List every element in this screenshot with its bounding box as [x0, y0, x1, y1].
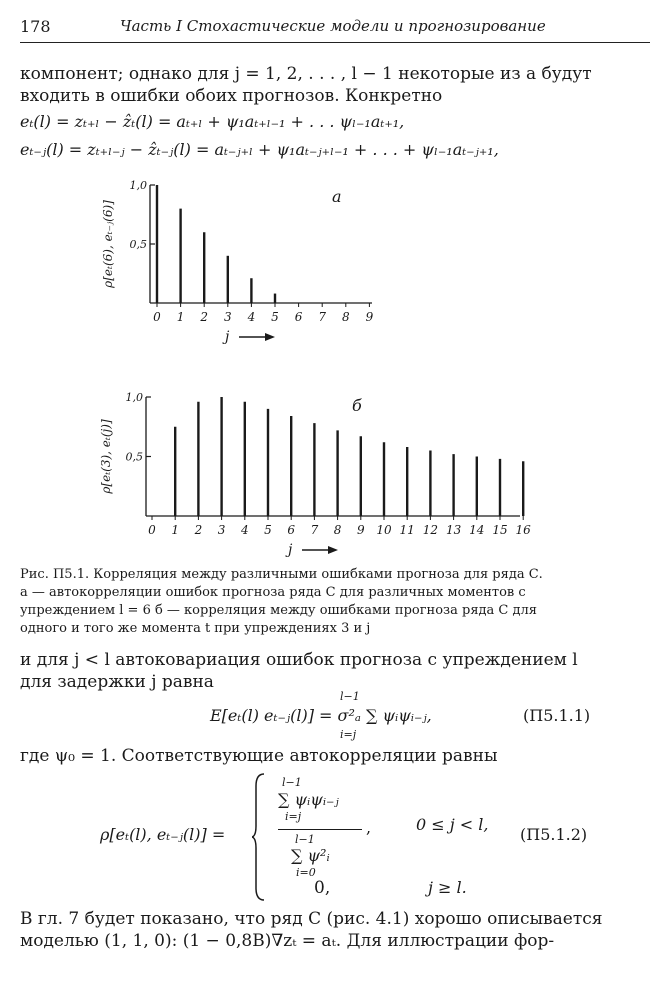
- eq4-lhs: ρ[eₜ(l), eₜ₋ⱼ(l)] =: [100, 825, 226, 844]
- caption-line: одного и того же момента t при упреждениях 3 и j: [20, 621, 371, 636]
- x-tick-label: 12: [422, 523, 439, 537]
- y-axis-label: ρ[eₜ(3), eₜ(j)]: [99, 419, 113, 494]
- x-tick-label: 6: [287, 523, 296, 537]
- num-sum-lower: i=j: [285, 810, 302, 823]
- body-line: моделью (1, 1, 0): (1 − 0,8B)∇zₜ = aₜ. Для иллюстрации фор-: [20, 931, 555, 951]
- x-tick-label: 4: [247, 310, 256, 324]
- x-tick-label: 0: [153, 310, 161, 324]
- equation-2: eₜ₋ⱼ(l) = zₜ₊ₗ₋ⱼ − ẑₜ₋ⱼ(l) = aₜ₋ⱼ₊ₗ + ψ₁aₜ₋ⱼ₊ₗ₋₁ + . . . + ψₗ₋₁aₜ₋ⱼ₊₁,: [20, 140, 499, 159]
- caption-line: а — автокорреляции ошибок прогноза ряда С для различных моментов с: [20, 585, 526, 600]
- y-axis-label: ρ[eₜ(6), eₜ₋ⱼ(6)]: [101, 200, 115, 288]
- left-brace: [252, 772, 266, 902]
- x-tick-label: 8: [341, 310, 350, 324]
- x-tick-label: 8: [333, 523, 342, 537]
- sum-lower: i=j: [340, 728, 357, 741]
- equation-number: (П5.1.1): [523, 706, 591, 725]
- x-tick-label: 1: [176, 310, 185, 324]
- sum-upper: l−1: [340, 690, 360, 703]
- equation-number: (П5.1.2): [520, 825, 588, 844]
- body-line: В гл. 7 будет показано, что ряд С (рис. 4.1) хорошо описывается: [20, 909, 603, 929]
- panel-label: а: [332, 187, 342, 206]
- x-tick-label: 3: [217, 523, 226, 537]
- x-tick-label: 16: [515, 523, 531, 537]
- body-line: компонент; однако для j = 1, 2, . . . , l − 1 некоторые из a будут: [20, 64, 592, 84]
- x-tick-label: 2: [194, 523, 203, 537]
- x-tick-label: 5: [264, 523, 272, 537]
- caption-line: Рис. П5.1. Корреляция между различными ошибками прогноза для ряда С.: [20, 567, 543, 582]
- body-line: входить в ошибки обоих прогнозов. Конкретно: [20, 86, 443, 106]
- x-tick-label: 6: [294, 310, 303, 324]
- x-tick-label: 14: [469, 523, 485, 537]
- y-tick-label: 1,0: [129, 179, 147, 192]
- chart-b: [0, 385, 667, 560]
- x-tick-label: 15: [492, 523, 508, 537]
- fraction-bar: [278, 829, 362, 830]
- x-axis-arrowhead: [328, 546, 338, 554]
- body-line: для задержки j равна: [20, 672, 214, 692]
- x-tick-label: 3: [223, 310, 232, 324]
- x-tick-label: 4: [240, 523, 249, 537]
- x-axis-arrowhead: [265, 333, 275, 341]
- num-sum-upper: l−1: [282, 776, 302, 789]
- page-number: 178: [20, 17, 51, 36]
- eq4-numerator: ∑ ψᵢψᵢ₋ⱼ: [278, 790, 339, 809]
- x-tick-label: 2: [200, 310, 209, 324]
- x-tick-label: 10: [376, 523, 392, 537]
- running-title: Часть I Стохастические модели и прогнозирование: [120, 17, 546, 35]
- y-tick-label: 0,5: [129, 238, 147, 251]
- x-tick-label: 9: [356, 523, 365, 537]
- eq4-denominator: ∑ ψ²ᵢ: [291, 846, 330, 865]
- header-rule: [20, 42, 650, 43]
- x-tick-label: 0: [148, 523, 156, 537]
- equation-3: E[eₜ(l) eₜ₋ⱼ(l)] = σ²ₐ ∑ ψᵢψᵢ₋ⱼ,: [210, 706, 432, 725]
- caption-line: упреждением l = 6 б — корреляция между ошибками прогноза ряда С для: [20, 603, 537, 618]
- panel-label: б: [352, 396, 362, 415]
- chart-a: [0, 170, 667, 350]
- x-tick-label: 1: [171, 523, 180, 537]
- y-tick-label: 0,5: [125, 450, 143, 464]
- x-tick-label: 7: [310, 523, 319, 537]
- den-sum-lower: i=0: [296, 866, 316, 879]
- x-tick-label: 11: [399, 523, 415, 537]
- y-tick-label: 1,0: [125, 391, 143, 404]
- equation-1: eₜ(l) = zₜ₊ₗ − ẑₜ(l) = aₜ₊ₗ + ψ₁aₜ₊ₗ₋₁ + . . . ψₗ₋₁aₜ₊₁,: [20, 112, 405, 131]
- x-axis-label: j: [288, 542, 293, 558]
- x-tick-label: 9: [365, 310, 374, 324]
- body-line: где ψ₀ = 1. Соответствующие автокорреляции равны: [20, 746, 498, 766]
- x-tick-label: 5: [271, 310, 279, 324]
- value-zero: 0,: [314, 878, 331, 898]
- condition-1: 0 ≤ j < l,: [416, 815, 489, 834]
- condition-2: j ≥ l.: [428, 878, 467, 897]
- x-tick-label: 7: [318, 310, 327, 324]
- den-sum-upper: l−1: [295, 833, 315, 846]
- x-axis-label: j: [225, 329, 230, 345]
- x-tick-label: 13: [445, 523, 462, 537]
- body-line: и для j < l автоковариация ошибок прогноза с упреждением l: [20, 650, 578, 670]
